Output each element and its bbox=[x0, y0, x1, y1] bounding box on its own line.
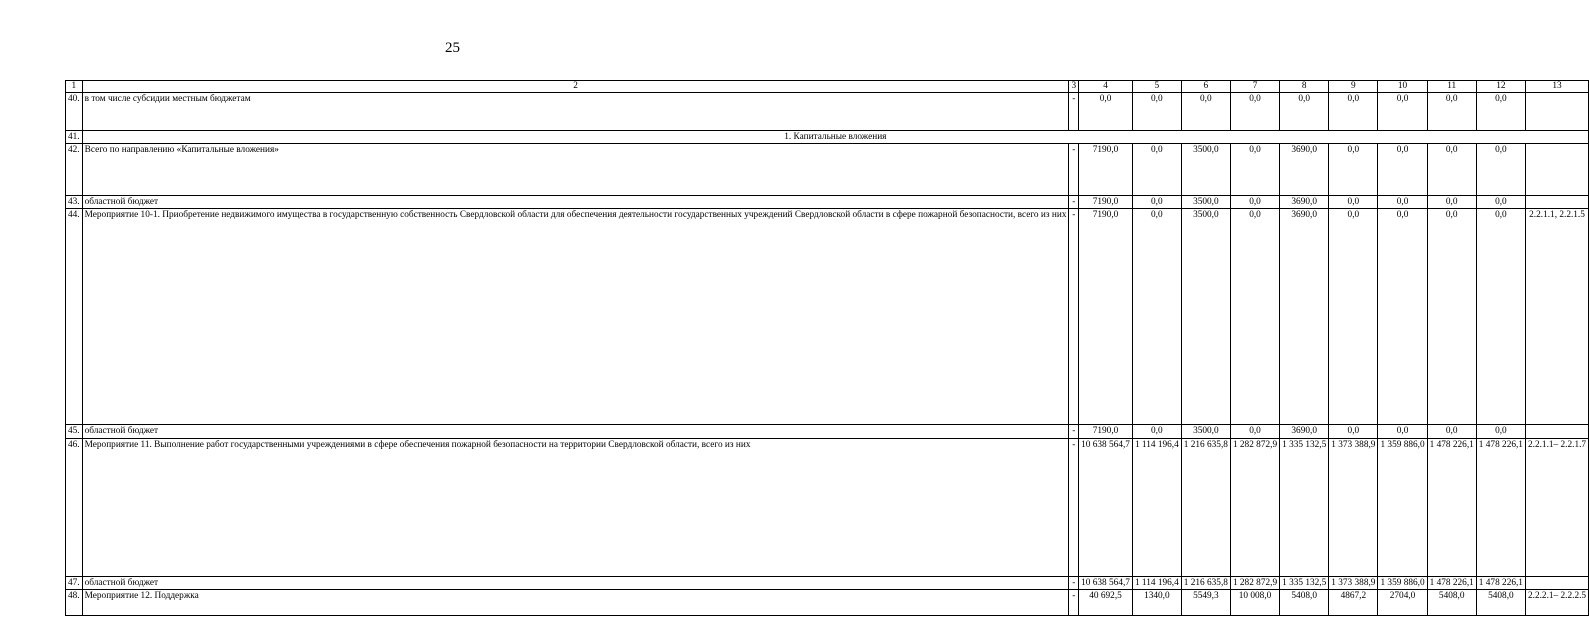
value-cell: 1 335 132,5 bbox=[1280, 576, 1329, 589]
page-number: 25 bbox=[445, 40, 460, 56]
value-cell: 1 114 196,4 bbox=[1132, 576, 1181, 589]
header-cell: 4 bbox=[1079, 81, 1133, 93]
value-cell: 10 638 564,7 bbox=[1079, 438, 1133, 576]
value-cell: 0,0 bbox=[1427, 425, 1476, 438]
header-cell: 7 bbox=[1230, 81, 1279, 93]
target-code-cell bbox=[1525, 196, 1588, 209]
header-cell: 9 bbox=[1329, 81, 1378, 93]
table-row bbox=[66, 131, 1589, 144]
section-title-cell: 1. Капитальные вложения bbox=[82, 131, 1588, 144]
target-code-cell bbox=[1525, 93, 1588, 131]
value-cell: 0,0 bbox=[1378, 425, 1427, 438]
value-cell: 3690,0 bbox=[1280, 425, 1329, 438]
table-row bbox=[66, 209, 1589, 425]
value-cell: 1 373 388,9 bbox=[1329, 438, 1378, 576]
row-number-cell: 45. bbox=[66, 425, 83, 438]
header-cell: 8 bbox=[1280, 81, 1329, 93]
value-cell: 1 478 226,1 bbox=[1427, 576, 1476, 589]
table-row bbox=[66, 144, 1589, 196]
value-cell: 1340,0 bbox=[1132, 589, 1181, 615]
target-code-cell: 2.2.1.1, 2.2.1.5 bbox=[1525, 209, 1588, 425]
value-cell: 0,0 bbox=[1427, 93, 1476, 131]
value-cell: 7190,0 bbox=[1079, 144, 1133, 196]
target-code-cell: 2.2.1.1– 2.2.1.7 bbox=[1525, 438, 1588, 576]
value-cell: 5408,0 bbox=[1476, 589, 1525, 615]
row-name-cell: Мероприятие 10-1. Приобретение недвижимого имущества в государственную собственность Свердловской области для обеспечения деятельности государственных учреждений Свердловской области в сфере пожарной безопасности, всего из них bbox=[82, 209, 1069, 425]
value-cell: 0,0 bbox=[1181, 93, 1230, 131]
table-row bbox=[66, 589, 1589, 615]
header-cell: 1 bbox=[66, 81, 83, 93]
value-cell: 0,0 bbox=[1132, 144, 1181, 196]
budget-table bbox=[65, 80, 1589, 616]
value-cell: 1 114 196,4 bbox=[1132, 438, 1181, 576]
row-number-cell: 41. bbox=[66, 131, 83, 144]
value-cell: 1 478 226,1 bbox=[1476, 438, 1525, 576]
column-3-cell: - bbox=[1069, 196, 1079, 209]
value-cell: 5408,0 bbox=[1280, 589, 1329, 615]
value-cell: 0,0 bbox=[1230, 196, 1279, 209]
value-cell: 1 478 226,1 bbox=[1476, 576, 1525, 589]
row-name-cell: в том числе субсидии местным бюджетам bbox=[82, 93, 1069, 131]
value-cell: 10 638 564,7 bbox=[1079, 576, 1133, 589]
value-cell: 40 692,5 bbox=[1079, 589, 1133, 615]
header-cell: 11 bbox=[1427, 81, 1476, 93]
value-cell: 7190,0 bbox=[1079, 196, 1133, 209]
value-cell: 0,0 bbox=[1378, 196, 1427, 209]
target-code-cell bbox=[1525, 144, 1588, 196]
value-cell: 0,0 bbox=[1079, 93, 1133, 131]
value-cell: 0,0 bbox=[1230, 93, 1279, 131]
value-cell: 3690,0 bbox=[1280, 209, 1329, 425]
row-number-cell: 42. bbox=[66, 144, 83, 196]
header-cell: 10 bbox=[1378, 81, 1427, 93]
value-cell: 0,0 bbox=[1280, 93, 1329, 131]
row-number-cell: 46. bbox=[66, 438, 83, 576]
value-cell: 0,0 bbox=[1230, 425, 1279, 438]
value-cell: 0,0 bbox=[1427, 196, 1476, 209]
value-cell: 1 216 635,8 bbox=[1181, 576, 1230, 589]
value-cell: 0,0 bbox=[1476, 425, 1525, 438]
row-number-cell: 48. bbox=[66, 589, 83, 615]
value-cell: 5549,3 bbox=[1181, 589, 1230, 615]
column-3-cell: - bbox=[1069, 576, 1079, 589]
column-3-cell: - bbox=[1069, 144, 1079, 196]
value-cell: 3690,0 bbox=[1280, 144, 1329, 196]
value-cell: 4867,2 bbox=[1329, 589, 1378, 615]
value-cell: 0,0 bbox=[1476, 144, 1525, 196]
header-cell: 13 bbox=[1525, 81, 1588, 93]
value-cell: 0,0 bbox=[1476, 196, 1525, 209]
header-cell: 2 bbox=[82, 81, 1069, 93]
value-cell: 3690,0 bbox=[1280, 196, 1329, 209]
value-cell: 0,0 bbox=[1132, 196, 1181, 209]
value-cell: 3500,0 bbox=[1181, 209, 1230, 425]
table-row bbox=[66, 438, 1589, 576]
target-code-cell bbox=[1525, 576, 1588, 589]
value-cell: 0,0 bbox=[1476, 93, 1525, 131]
value-cell: 1 282 872,9 bbox=[1230, 438, 1279, 576]
value-cell: 1 335 132,5 bbox=[1280, 438, 1329, 576]
column-3-cell: - bbox=[1069, 438, 1079, 576]
header-row bbox=[66, 81, 1589, 93]
row-name-cell: Мероприятие 12. Поддержка bbox=[82, 589, 1069, 615]
value-cell: 0,0 bbox=[1132, 425, 1181, 438]
row-name-cell: Всего по направлению «Капитальные вложения» bbox=[82, 144, 1069, 196]
value-cell: 2704,0 bbox=[1378, 589, 1427, 615]
value-cell: 3500,0 bbox=[1181, 144, 1230, 196]
column-3-cell: - bbox=[1069, 209, 1079, 425]
table-row bbox=[66, 196, 1589, 209]
value-cell: 0,0 bbox=[1132, 209, 1181, 425]
column-3-cell: - bbox=[1069, 425, 1079, 438]
value-cell: 1 282 872,9 bbox=[1230, 576, 1279, 589]
column-3-cell: - bbox=[1069, 589, 1079, 615]
value-cell: 0,0 bbox=[1378, 209, 1427, 425]
value-cell: 1 478 226,1 bbox=[1427, 438, 1476, 576]
value-cell: 0,0 bbox=[1378, 144, 1427, 196]
value-cell: 0,0 bbox=[1329, 425, 1378, 438]
row-name-cell: Мероприятие 11. Выполнение работ государственными учреждениями в сфере обеспечения пожарной безопасности на территории Свердловской области, всего из них bbox=[82, 438, 1069, 576]
table-row bbox=[66, 425, 1589, 438]
value-cell: 0,0 bbox=[1427, 209, 1476, 425]
column-3-cell: - bbox=[1069, 93, 1079, 131]
header-cell: 3 bbox=[1069, 81, 1079, 93]
value-cell: 3500,0 bbox=[1181, 425, 1230, 438]
value-cell: 7190,0 bbox=[1079, 425, 1133, 438]
header-cell: 5 bbox=[1132, 81, 1181, 93]
row-number-cell: 40. bbox=[66, 93, 83, 131]
value-cell: 1 359 886,0 bbox=[1378, 438, 1427, 576]
row-number-cell: 43. bbox=[66, 196, 83, 209]
table-row bbox=[66, 93, 1589, 131]
value-cell: 0,0 bbox=[1329, 209, 1378, 425]
value-cell: 0,0 bbox=[1378, 93, 1427, 131]
row-number-cell: 47. bbox=[66, 576, 83, 589]
value-cell: 0,0 bbox=[1230, 144, 1279, 196]
value-cell: 0,0 bbox=[1230, 209, 1279, 425]
row-name-cell: областной бюджет bbox=[82, 425, 1069, 438]
value-cell: 7190,0 bbox=[1079, 209, 1133, 425]
value-cell: 0,0 bbox=[1329, 196, 1378, 209]
value-cell: 1 373 388,9 bbox=[1329, 576, 1378, 589]
row-name-cell: областной бюджет bbox=[82, 196, 1069, 209]
table-row bbox=[66, 576, 1589, 589]
target-code-cell bbox=[1525, 425, 1588, 438]
row-name-cell: областной бюджет bbox=[82, 576, 1069, 589]
value-cell: 5408,0 bbox=[1427, 589, 1476, 615]
value-cell: 10 008,0 bbox=[1230, 589, 1279, 615]
value-cell: 0,0 bbox=[1476, 209, 1525, 425]
row-number-cell: 44. bbox=[66, 209, 83, 425]
value-cell: 0,0 bbox=[1132, 93, 1181, 131]
value-cell: 1 216 635,8 bbox=[1181, 438, 1230, 576]
value-cell: 0,0 bbox=[1329, 93, 1378, 131]
value-cell: 0,0 bbox=[1329, 144, 1378, 196]
value-cell: 0,0 bbox=[1427, 144, 1476, 196]
value-cell: 1 359 886,0 bbox=[1378, 576, 1427, 589]
header-cell: 12 bbox=[1476, 81, 1525, 93]
header-cell: 6 bbox=[1181, 81, 1230, 93]
target-code-cell: 2.2.2.1– 2.2.2.5 bbox=[1525, 589, 1588, 615]
value-cell: 3500,0 bbox=[1181, 196, 1230, 209]
